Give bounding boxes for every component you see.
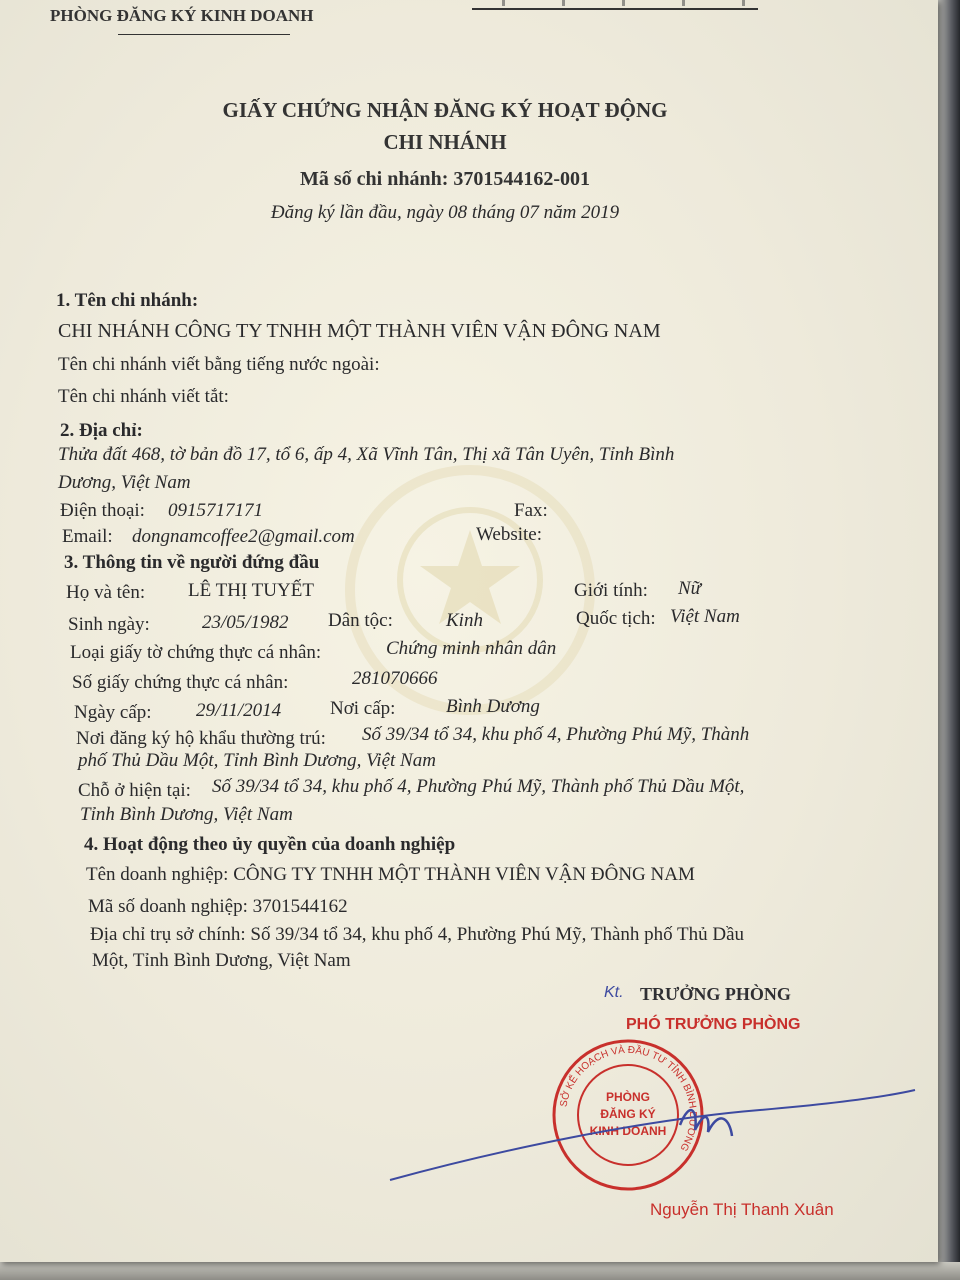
- dob-label: Sinh ngày:: [68, 614, 150, 635]
- issue-place-label: Nơi cấp:: [330, 698, 396, 719]
- phone-value: 0915717171: [168, 500, 263, 521]
- ethnicity-label: Dân tộc:: [328, 610, 393, 631]
- nationality-label: Quốc tịch:: [576, 608, 656, 629]
- signer-name: Nguyễn Thị Thanh Xuân: [650, 1200, 834, 1219]
- deputy-title: PHÓ TRƯỞNG PHÒNG: [626, 1016, 801, 1033]
- handwritten-signature: [380, 1080, 920, 1190]
- gender-value: Nữ: [678, 578, 702, 599]
- section2-heading: 2. Địa chỉ:: [60, 420, 143, 441]
- issue-place-value: Bình Dương: [446, 696, 540, 717]
- document-subtitle: CHI NHÁNH: [383, 130, 507, 154]
- name-value: LÊ THỊ TUYẾT: [188, 580, 314, 601]
- headquarters-line1: Địa chỉ trụ sở chính: Số 39/34 tổ 34, khu phố 4, Phường Phú Mỹ, Thành phố Thủ Dầu: [90, 924, 745, 945]
- office-underline: [118, 34, 290, 35]
- id-number-label: Số giấy chứng thực cá nhân:: [72, 672, 289, 693]
- signer-title: TRƯỞNG PHÒNG: [640, 984, 791, 1004]
- fax-label: Fax:: [514, 500, 548, 521]
- section1-heading: 1. Tên chi nhánh:: [56, 290, 199, 311]
- current-residence-label: Chỗ ở hiện tại:: [78, 780, 191, 801]
- permanent-residence-line1: Số 39/34 tổ 34, khu phố 4, Phường Phú Mỹ, Thành: [362, 724, 750, 745]
- current-residence-line2: Tỉnh Bình Dương, Việt Nam: [80, 804, 293, 825]
- stamp-ring-text: SỞ KẾ HOẠCH VÀ ĐẦU TƯ TỈNH BÌNH DƯƠNG: [558, 1044, 699, 1153]
- company-code: Mã số doanh nghiệp: 3701544162: [88, 896, 348, 917]
- background-edge: [938, 0, 960, 1280]
- address-line1: Thửa đất 468, tờ bản đồ 17, tổ 6, ấp 4, Xã Vĩnh Tân, Thị xã Tân Uyên, Tỉnh Bình: [58, 444, 675, 465]
- stamp-text-3: KINH DOANH: [589, 1124, 667, 1138]
- on-behalf-initials: Kt.: [604, 984, 624, 1001]
- background-bottom: [0, 1262, 960, 1280]
- id-type-label: Loại giấy tờ chứng thực cá nhân:: [70, 642, 322, 663]
- nationality-value: Việt Nam: [670, 606, 740, 627]
- foreign-name-label: Tên chi nhánh viết bằng tiếng nước ngoài:: [58, 354, 380, 375]
- short-name-label: Tên chi nhánh viết tắt:: [58, 386, 229, 407]
- registration-date: Đăng ký lần đầu, ngày 08 tháng 07 năm 2019: [270, 202, 620, 223]
- dob-value: 23/05/1982: [202, 612, 289, 633]
- website-label: Website:: [476, 524, 543, 545]
- issuing-office: PHÒNG ĐĂNG KÝ KINH DOANH: [50, 6, 314, 25]
- id-type-value: Chứng minh nhân dân: [386, 638, 557, 659]
- email-label: Email:: [62, 526, 113, 547]
- stamp-text-1: PHÒNG: [605, 1090, 651, 1104]
- stamp-text-2: ĐĂNG KÝ: [600, 1107, 656, 1121]
- section3-heading: 3. Thông tin về người đứng đầu: [64, 552, 320, 573]
- section4-heading: 4. Hoạt động theo ủy quyền của doanh nghiệp: [84, 834, 456, 855]
- current-residence-line1: Số 39/34 tổ 34, khu phố 4, Phường Phú Mỹ, Thành phố Thủ Dầu Một,: [212, 776, 745, 797]
- top-right-text-fragment: [472, 0, 758, 6]
- name-label: Họ và tên:: [66, 582, 146, 603]
- issue-date-label: Ngày cấp:: [74, 702, 152, 723]
- id-number-value: 281070666: [352, 668, 438, 689]
- gender-label: Giới tính:: [574, 580, 648, 601]
- issue-date-value: 29/11/2014: [196, 700, 282, 721]
- permanent-residence-label: Nơi đăng ký hộ khẩu thường trú:: [76, 728, 326, 749]
- company-name: Tên doanh nghiệp: CÔNG TY TNHH MỘT THÀNH VIÊN VẬN ĐÔNG NAM: [86, 864, 695, 885]
- ethnicity-value: Kinh: [446, 610, 483, 631]
- permanent-residence-line2: phố Thủ Dầu Một, Tỉnh Bình Dương, Việt Nam: [78, 750, 436, 771]
- address-line2: Dương, Việt Nam: [58, 472, 191, 493]
- email-value: dongnamcoffee2@gmail.com: [132, 526, 355, 547]
- top-right-rule: [472, 8, 758, 10]
- branch-name: CHI NHÁNH CÔNG TY TNHH MỘT THÀNH VIÊN VẬN ĐÔNG NAM: [58, 320, 661, 342]
- branch-code: Mã số chi nhánh: 3701544162-001: [299, 168, 591, 190]
- document-title: GIẤY CHỨNG NHẬN ĐĂNG KÝ HOẠT ĐỘNG: [222, 98, 668, 122]
- headquarters-line2: Một, Tỉnh Bình Dương, Việt Nam: [92, 950, 351, 971]
- phone-label: Điện thoại:: [60, 500, 145, 521]
